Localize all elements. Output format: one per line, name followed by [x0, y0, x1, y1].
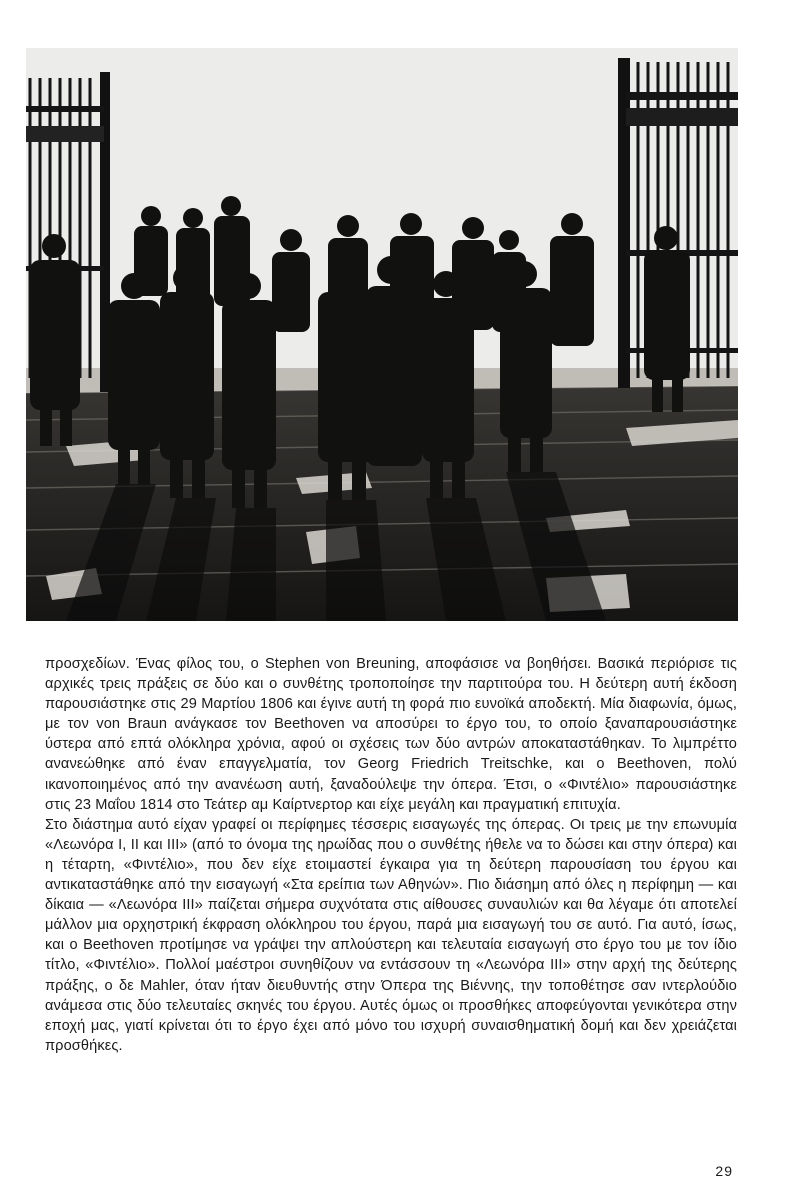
page-number: 29	[715, 1163, 733, 1179]
stage-photograph	[26, 48, 738, 621]
paragraph-2: Στο διάστημα αυτό είχαν γραφεί οι περίφημες τέσσερις εισαγωγές της όπερας. Οι τρεις με την επωνυμία «Λεωνόρα I, II και III» (από το όνομα της ηρωίδας που ο συνθέτης ήθελε να το δώσει και στην όπερα) και η τέταρτη, «Φιντέλιο», που δεν είχε ετοιμαστεί έγκαιρα για τη δεύτερη παρουσίαση του έργου και αντικαταστάθηκε από την εισαγωγή «Στα ερείπια των Αθηνών». Πιο διάσημη από όλες η περίφημη — και δίκαια — «Λεωνόρα III» παίζεται σήμερα συχνότατα στις αίθουσες συναυλιών και θα λέγαμε ότι αποτελεί μάλλον μια ορχηστρική έκφραση ολόκληρου του έργου, παρά μια εισαγωγή του σε αυτό. Για αυτό, ίσως, και ο Beethoven προτίμησε να γράψει την απλούστερη και τελευταία εισαγωγή στο έργο του με τον ίδιο τίτλο, «Φιντέλιο». Πολλοί μαέστροι συνηθίζουν να εντάσσουν τη «Λεωνόρα III» στην αρχή της δεύτερης πράξης, ο δε Mahler, όταν ήταν διευθυντής στην Όπερα της Βιέννης, την τοποθέτησε σαν ιντερλούδιο ανάμεσα στις δύο τελευταίες σκηνές του έργου. Αυτές όμως οι προσθήκες αποφεύγονται γενικότερα στην εποχή μας, γιατί κρίνεται ότι το έργο έχει από μόνο του ισχυρή συναισθηματική δομή και δεν χρειάζεται προσθήκες.	[45, 816, 737, 1054]
photo-illustration	[26, 48, 738, 621]
article-body	[45, 654, 737, 1056]
paragraph-1: προσχεδίων. Ένας φίλος του, ο Stephen von Breuning, αποφάσισε να βοηθήσει. Βασικά περιόρισε τις αρχικές τρεις πράξεις σε δύο και ο συνθέτης τροποποίησε την παρτιτούρα του. Η δεύτερη αυτή έκδοση παρουσιάστηκε στις 29 Μαρτίου 1806 και έγινε αυτή τη φορά πιο ευνοϊκά αποδεκτή. Μία διαφωνία, όμως, με τον von Braun ανάγκασε τον Beethoven να αποσύρει το έργο του, το οποίο ξαναπαρουσιάστηκε ύστερα από επτά ολόκληρα χρόνια, αφού οι σχέσεις των δύο αντρών αποκαταστάθηκαν. Το λιμπρέττο ανανεώθηκε από έναν επαγγελματία, τον Georg Friedrich Treitschke, και ο Beethoven, πολύ ικανοποιημένος από την ανανέωση αυτή, ξαναδούλεψε την όπερα. Έτσι, ο «Φιντέλιο» παρουσιάστηκε στις 23 Μαΐου 1814 στο Τεάτερ αμ Καίρτνερτορ και είχε μεγάλη και πραγματική επιτυχία.	[45, 656, 737, 813]
